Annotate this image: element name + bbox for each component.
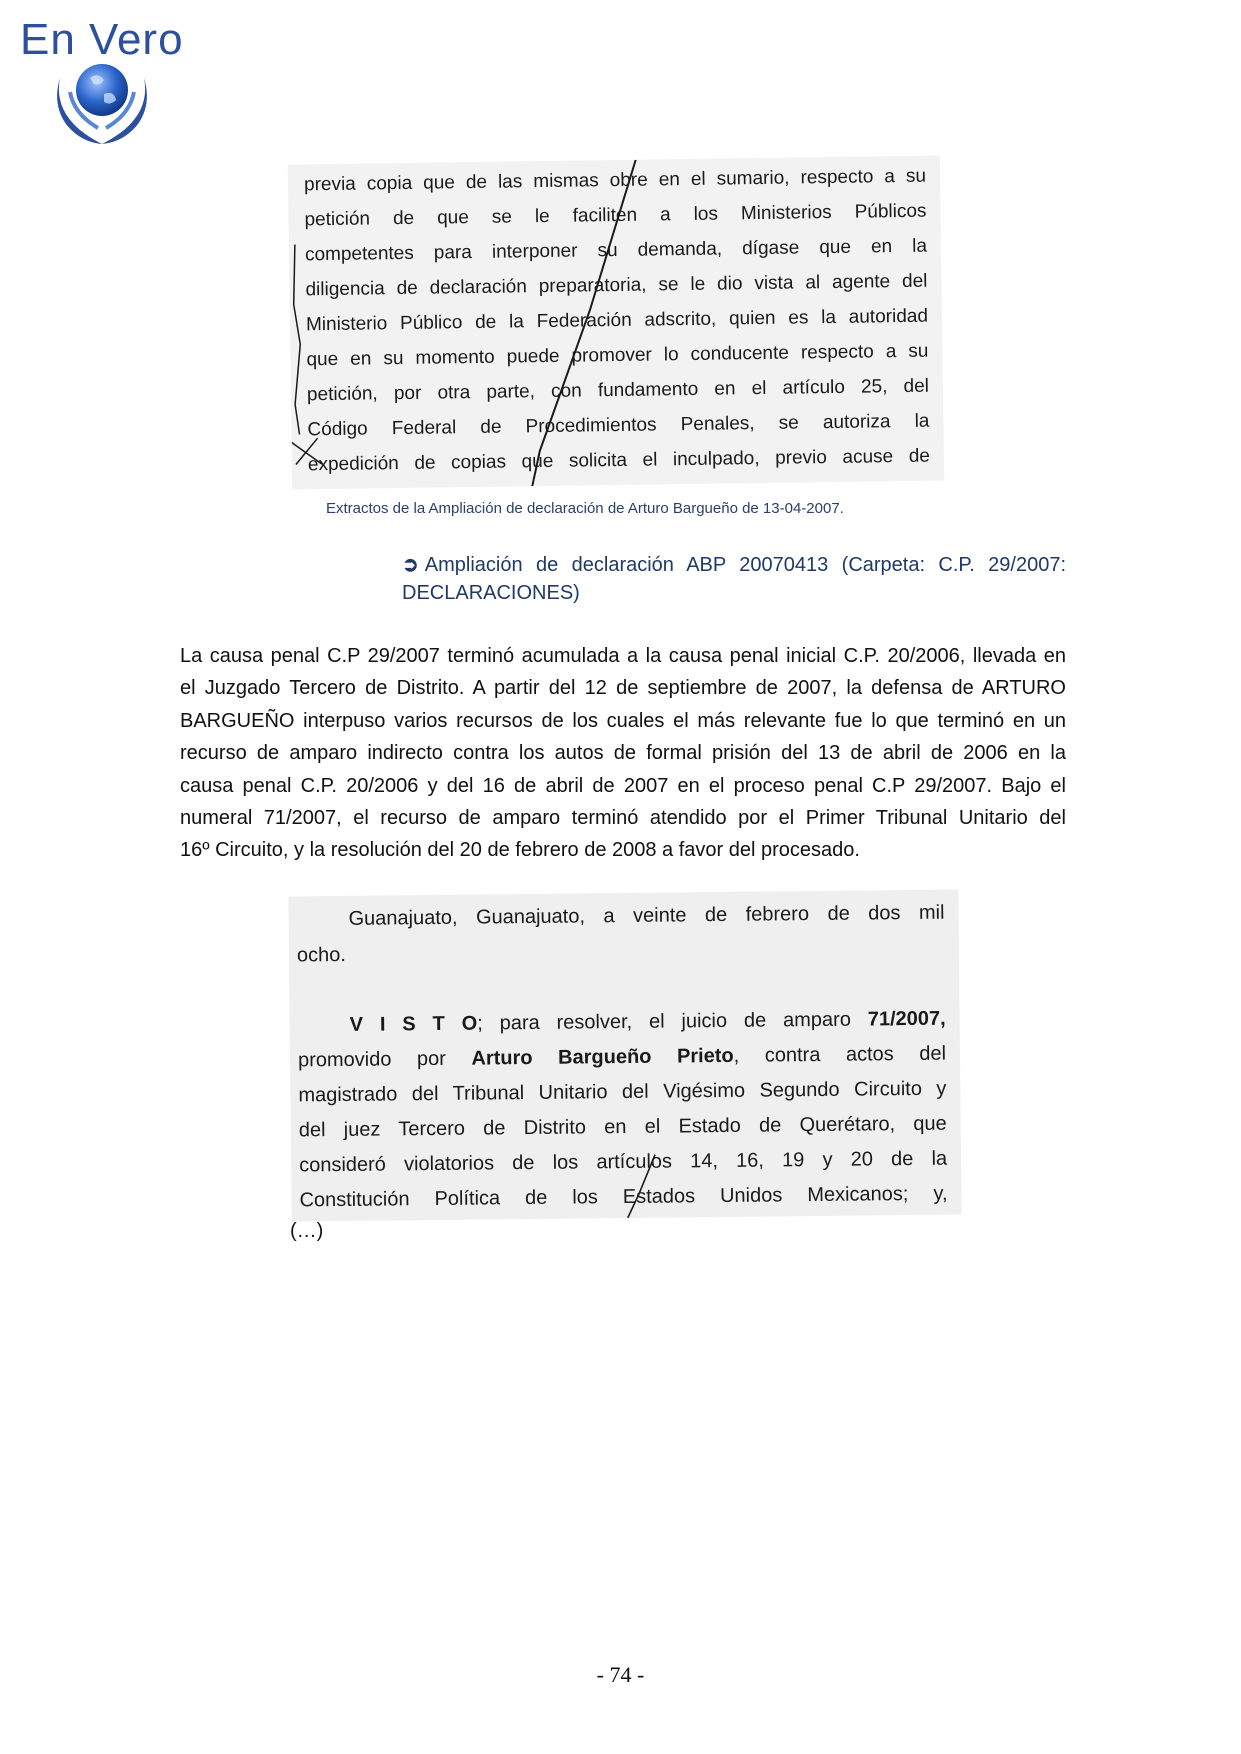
globe-in-hands-icon <box>42 48 162 158</box>
paragraph-line: numeral 71/2007, el recurso de amparo terminó atendido por el Primer Tribunal Unitario del <box>180 807 1066 830</box>
scan-line: promovido por Arturo Bargueño Prieto, contra actos del <box>297 1042 947 1072</box>
source-reference-line-1 <box>402 551 1066 579</box>
paragraph-line: recurso de amparo indirecto contra los autos de formal prisión del 13 de abril de 2006 en la <box>180 742 1066 765</box>
defendant-name: Arturo Bargueño Prieto <box>471 1044 734 1070</box>
handwritten-strike-marks <box>288 890 961 1222</box>
scan-line: que en su momento puede promover lo conducente respecto a su <box>306 340 929 371</box>
paragraph-line: 16º Circuito, y la resolución del 20 de febrero de 2008 a favor del procesado. <box>180 839 860 862</box>
amparo-number: 71/2007, <box>867 1007 946 1031</box>
source-reference-line-2: DECLARACIONES) <box>402 582 580 604</box>
scan-line: ocho. <box>296 943 346 967</box>
scan-line: Guanajuato, Guanajuato, a veinte de febrero de dos mil <box>348 901 945 930</box>
figure-caption: Extractos de la Ampliación de declaración de Arturo Bargueño de 13-04-2007. <box>326 500 844 517</box>
scan-line: diligencia de declaración preparatoria, se le dio vista al agente del <box>305 270 928 301</box>
scan-line: consideró violatorios de los artículos 14, 16, 19 y 20 de la <box>299 1147 948 1177</box>
scanned-excerpt-declaracion <box>288 155 944 489</box>
scan-line: del juez Tercero de Distrito en el Estado de Querétaro, que <box>298 1112 947 1142</box>
page-number: - 74 - <box>596 1662 645 1687</box>
scan-line: Constitución Política de los Estados Unidos Mexicanos; y, <box>299 1182 948 1212</box>
scan-line: Código Federal de Procedimientos Penales, se autoriza la <box>307 410 930 441</box>
visto-label: V I S T O <box>349 1012 478 1036</box>
paragraph-line: La causa penal C.P 29/2007 terminó acumulada a la causa penal inicial C.P. 20/2006, llevada en <box>180 645 1066 667</box>
scan-line: Ministerio Público de la Federación adscrito, quien es la autoridad <box>305 305 929 336</box>
paragraph-line: el Juzgado Tercero de Distrito. A partir del 12 de septiembre de 2007, la defensa de ARTURO <box>180 677 1066 700</box>
scan-line: previa copia que de las mismas obre en el sumario, respecto a su <box>303 165 927 196</box>
scanned-excerpt-amparo <box>288 890 961 1222</box>
logo-text: En Vero <box>20 15 184 64</box>
source-reference-text: Ampliación de declaración ABP 20070413 (Carpeta: C.P. 29/2007: <box>424 554 1066 576</box>
scan-line: petición, por otra parte, con fundamento en el artículo 25, del <box>306 375 930 406</box>
paragraph-line: BARGUEÑO interpuso varios recursos de los cuales el más relevante fue lo que terminó en un <box>180 709 1066 732</box>
source-reference <box>402 551 1066 607</box>
scan-line: competentes para interponer su demanda, dígase que en la <box>304 235 928 266</box>
scan-line: magistrado del Tribunal Unitario del Vigésimo Segundo Circuito y <box>298 1077 947 1107</box>
scan-line: petición de que se le faciliten a los Ministerios Públicos <box>304 200 927 231</box>
body-paragraph <box>180 640 1066 867</box>
scan-line: expedición de copias que solicita el inculpado, previo acuse de <box>307 445 931 476</box>
scan-line: V I S T O; para resolver, el juicio de amparo 71/2007, <box>349 1007 946 1036</box>
en-vero-logo <box>20 15 195 148</box>
paragraph-line: causa penal C.P. 20/2006 y del 16 de abril de 2007 en el proceso penal C.P 29/2007. Bajo el <box>180 774 1066 797</box>
handwritten-strike-marks <box>288 155 944 489</box>
arrow-right-icon: ➲ <box>402 554 419 576</box>
ellipsis: (…) <box>290 1220 324 1242</box>
